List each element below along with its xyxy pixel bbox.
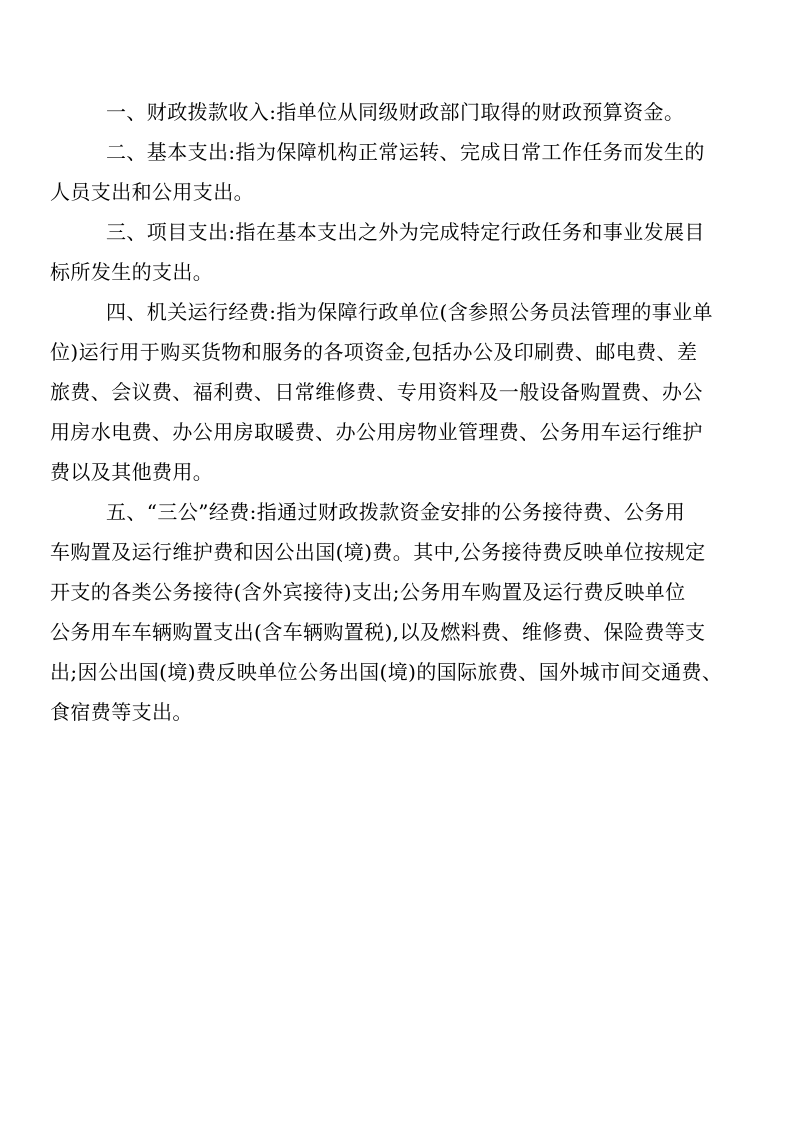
- definition-paragraph-fiscal-appropriation-income: [50, 92, 750, 132]
- document-body: [50, 92, 750, 732]
- text-line: 三、项目支出:指在基本支出之外为完成特定行政任务和事业发展目: [106, 220, 705, 244]
- text-line: 费以及其他费用。: [50, 460, 214, 484]
- text-line: 二、基本支出:指为保障机构正常运转、完成日常工作任务而发生的: [106, 140, 705, 164]
- text-line: 出;因公出国(境)费反映单位公务出国(境)的国际旅费、国外城市间交通费、: [50, 660, 723, 684]
- text-line: 位)运行用于购买货物和服务的各项资金,包括办公及印刷费、邮电费、差: [50, 340, 698, 364]
- text-line: 车购置及运行维护费和因公出国(境)费。其中,公务接待费反映单位按规定: [50, 540, 706, 564]
- text-line: 一、财政拨款收入:指单位从同级财政部门取得的财政预算资金。: [106, 100, 685, 124]
- text-line: 五、“三公”经费:指通过财政拨款资金安排的公务接待费、公务用: [106, 500, 686, 524]
- text-line: 开支的各类公务接待(含外宾接待)支出;公务用车购置及运行费反映单位: [50, 580, 686, 604]
- definition-paragraph-operating-expenses: [50, 292, 750, 492]
- text-line: 旅费、会议费、福利费、日常维修费、专用资料及一般设备购置费、办公: [50, 380, 703, 404]
- text-line: 标所发生的支出。: [50, 260, 214, 284]
- text-line: 用房水电费、办公用房取暖费、办公用房物业管理费、公务用车运行维护: [50, 420, 703, 444]
- text-line: 公务用车车辆购置支出(含车辆购置税),以及燃料费、维修费、保险费等支: [50, 620, 706, 644]
- definition-paragraph-project-expenditure: [50, 212, 750, 292]
- definition-paragraph-basic-expenditure: [50, 132, 750, 212]
- text-line: 人员支出和公用支出。: [50, 180, 254, 204]
- definition-paragraph-three-public-expenses: [50, 492, 750, 732]
- text-line: 四、机关运行经费:指为保障行政单位(含参照公务员法管理的事业单: [106, 300, 713, 324]
- text-line: 食宿费等支出。: [50, 700, 193, 724]
